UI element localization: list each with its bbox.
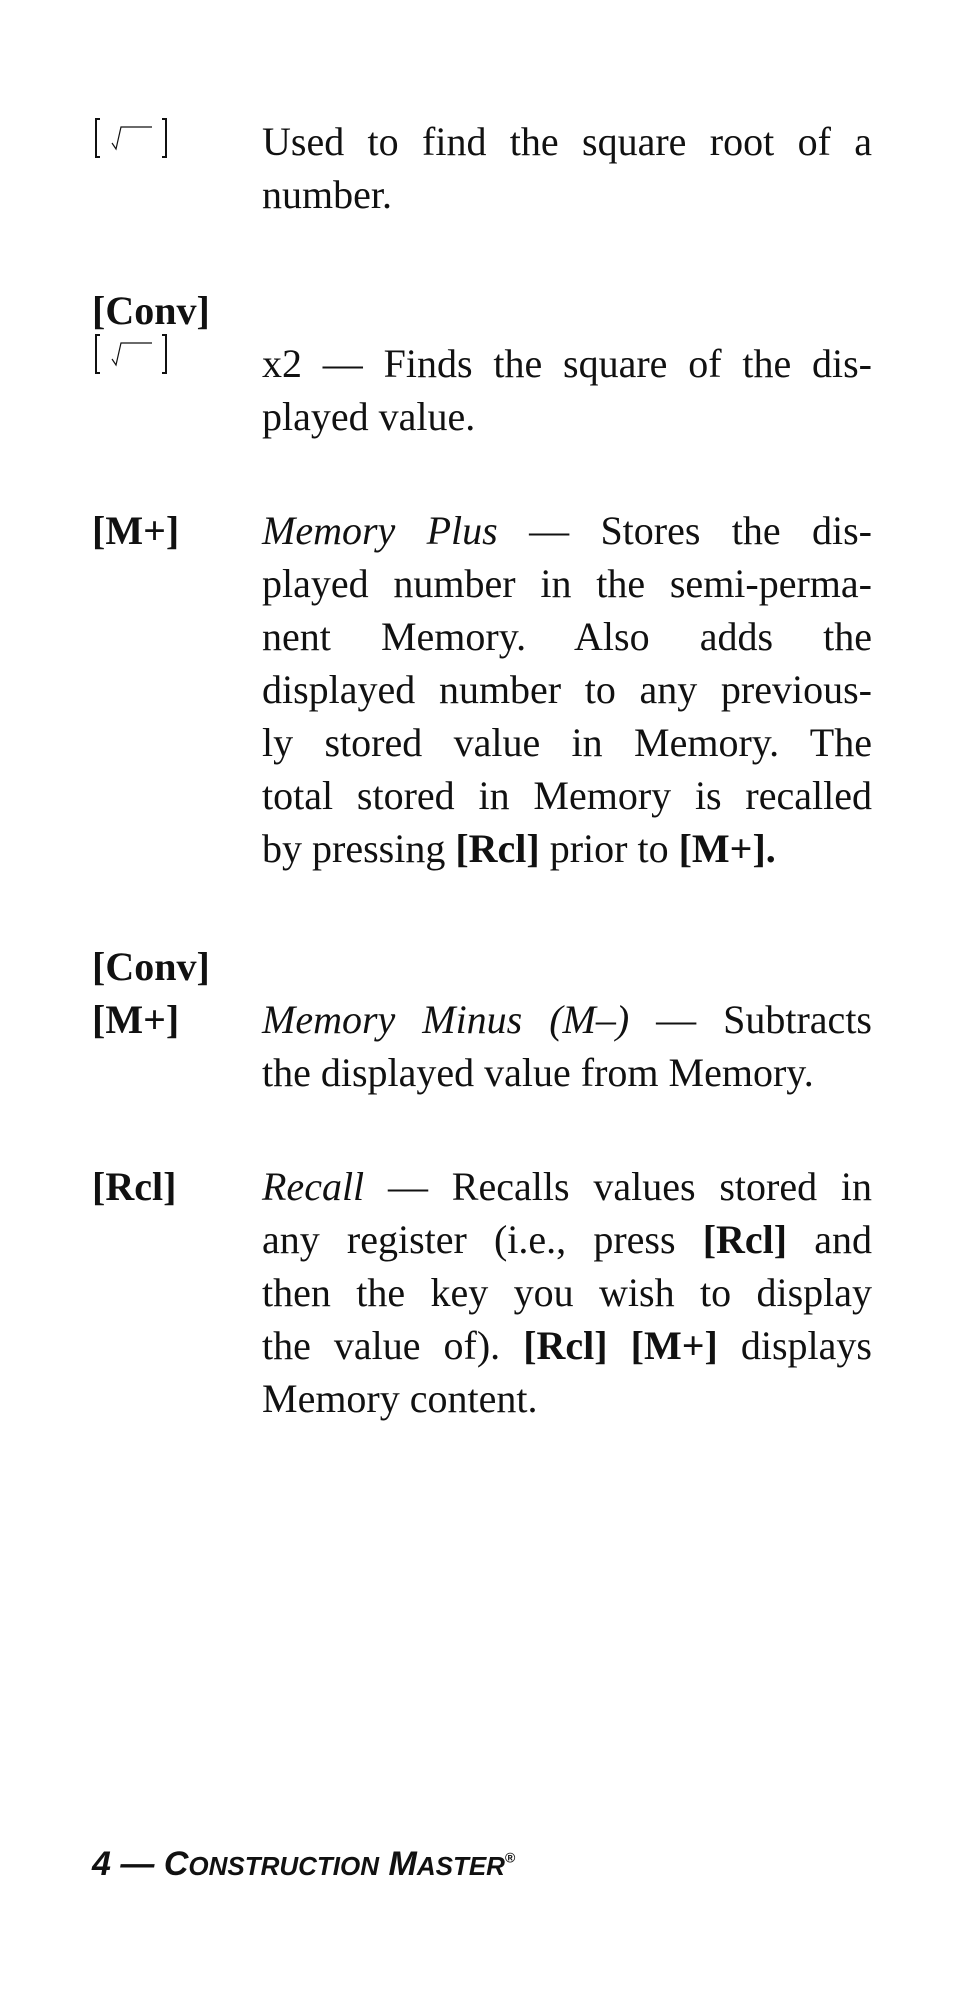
desc-line: [262, 1319, 872, 1372]
desc-line: [262, 822, 872, 875]
title-rest: ASTER: [416, 1851, 505, 1881]
book-title: [164, 1845, 515, 1883]
desc-text: — Recalls values stored in: [364, 1164, 872, 1209]
title-initial: M: [388, 1845, 417, 1883]
recall-description: [262, 1160, 872, 1425]
desc-line: the displayed value from Memory.: [262, 1050, 814, 1095]
desc-line: total stored in Memory is recalled: [262, 773, 872, 818]
desc-line: Used to find the square root of a: [262, 119, 872, 164]
conv-key: [Conv]: [92, 944, 210, 989]
term: Memory Minus (M–): [262, 997, 630, 1042]
square-root-description: [262, 115, 872, 221]
memory-minus-description: [262, 993, 872, 1099]
desc-text: and: [787, 1217, 872, 1262]
conv-key: [Conv]: [92, 288, 210, 333]
desc-line: [262, 504, 872, 557]
term: Recall: [262, 1164, 365, 1209]
rcl-key-ref: [Rcl]: [702, 1217, 788, 1262]
desc-line: played number in the semi-perma-: [262, 561, 872, 606]
desc-text: by pressing: [262, 826, 456, 871]
key-column: [92, 284, 262, 392]
desc-text: displays: [717, 1323, 872, 1368]
square-root-key: [92, 115, 262, 176]
desc-line: number.: [262, 172, 392, 217]
page-number: 4 —: [92, 1845, 155, 1883]
desc-line: [262, 1213, 872, 1266]
desc-line: [262, 1160, 872, 1213]
key-column: [92, 504, 262, 557]
desc-text: the value of).: [262, 1323, 524, 1368]
title-rest: ONSTRUCTION: [188, 1851, 380, 1881]
square-root-icon: [92, 115, 172, 163]
desc-text: — Subtracts: [629, 997, 872, 1042]
term: Memory Plus: [262, 508, 498, 553]
desc-line: nent Memory. Also adds the: [262, 614, 872, 659]
desc-text: any register (i.e., press: [262, 1217, 703, 1262]
memory-plus-key: [M+]: [92, 508, 180, 553]
square-root-key: [92, 331, 262, 392]
desc-line: ly stored value in Memory. The: [262, 720, 872, 765]
title-initial: C: [163, 1845, 189, 1883]
rcl-key-ref: [Rcl]: [523, 1323, 608, 1368]
desc-text: prior to: [539, 826, 679, 871]
memory-plus-key: [M+]: [92, 997, 180, 1042]
desc-line: Memory content.: [262, 1376, 538, 1421]
desc-line: played value.: [262, 394, 476, 439]
desc-line: displayed number to any previous-: [262, 667, 872, 712]
desc-line: x2 — Finds the square of the dis-: [262, 341, 872, 386]
memory-plus-key-ref: [M+]: [630, 1323, 718, 1368]
desc-line: [262, 993, 872, 1046]
recall-key: [Rcl]: [92, 1164, 177, 1209]
desc-text: — Stores the dis-: [497, 508, 872, 553]
memory-plus-key-ref: [M+].: [678, 826, 776, 871]
key-column: [92, 940, 262, 1046]
page-footer: [92, 1845, 515, 1884]
square-description: [262, 337, 872, 443]
memory-plus-description: [262, 504, 872, 875]
desc-line: then the key you wish to display: [262, 1270, 872, 1315]
key-column: [92, 115, 262, 176]
registered-mark: ®: [504, 1849, 516, 1866]
key-column: [92, 1160, 262, 1213]
square-root-icon: [92, 331, 172, 379]
rcl-key-ref: [Rcl]: [455, 826, 540, 871]
